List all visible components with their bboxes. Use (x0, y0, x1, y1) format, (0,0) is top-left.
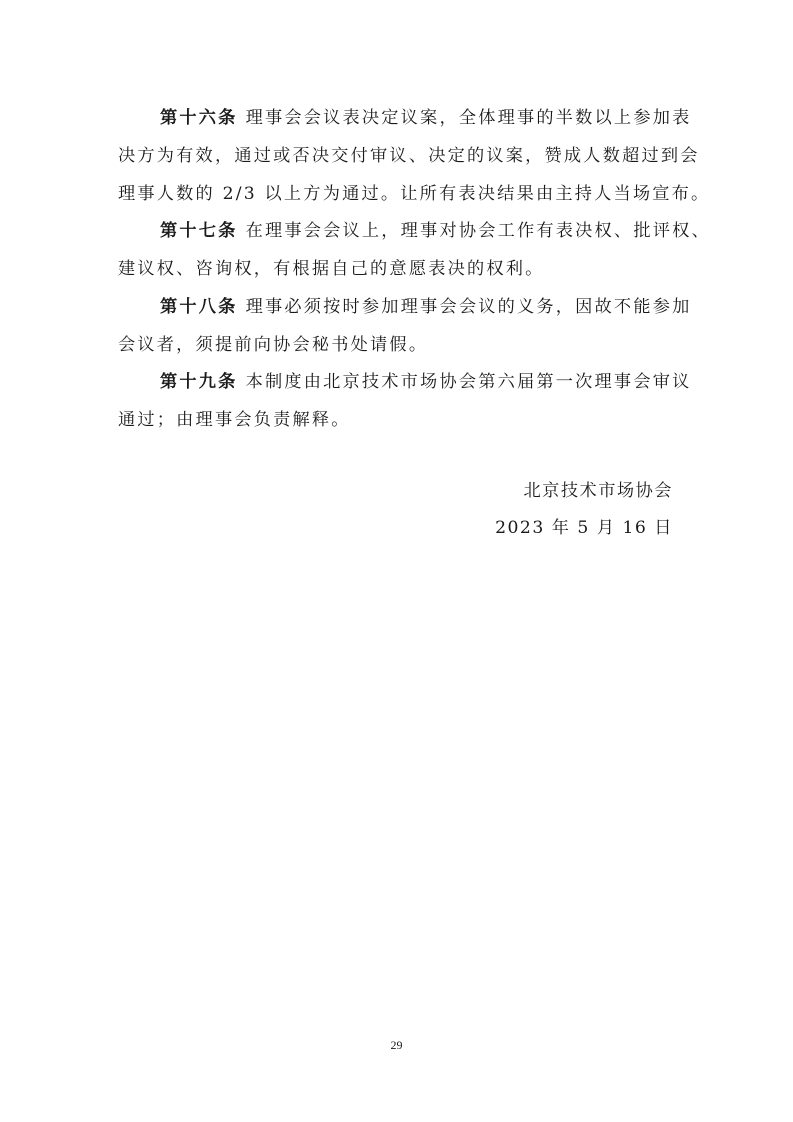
article-19-text-1: 本制度由北京技术市场协会第六届第一次理事会审议 (245, 372, 692, 392)
article-16-text-1: 理事会会议表决定议案，全体理事的半数以上参加表 (245, 108, 692, 128)
article-16-line-2: 决方为有效，通过或否决交付审议、决定的议案，赞成人数超过到会 (118, 146, 700, 166)
article-18-line-1 (160, 289, 692, 325)
article-16-number: 第十六条 (160, 108, 238, 128)
article-16-line-1 (160, 100, 692, 136)
article-17-text-1: 在理事会会议上，理事对协会工作有表决权、批评权、 (245, 221, 711, 241)
article-18-number: 第十八条 (160, 297, 238, 317)
article-17-line-1 (160, 213, 711, 249)
article-19-line-1 (160, 364, 692, 400)
article-17-number: 第十七条 (160, 221, 238, 241)
signature-organization: 北京技术市场协会 (523, 481, 673, 501)
article-17-line-2: 建议权、咨询权，有根据自己的意愿表决的权利。 (118, 259, 545, 279)
article-19-number: 第十九条 (160, 372, 238, 392)
page-number: 29 (390, 1038, 403, 1052)
article-16-line-3: 理事人数的 2/3 以上方为通过。让所有表决结果由主持人当场宣布。 (118, 184, 711, 204)
article-18-text-1: 理事必须按时参加理事会会议的义务，因故不能参加 (245, 297, 692, 317)
article-18-line-2: 会议者，须提前向协会秘书处请假。 (118, 335, 429, 355)
article-19-line-2: 通过；由理事会负责解释。 (118, 410, 351, 430)
signature-date: 2023 年 5 月 16 日 (495, 518, 673, 538)
